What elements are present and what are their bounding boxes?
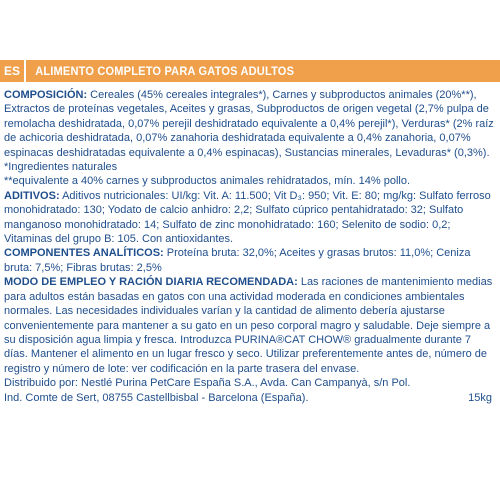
- usage-label: MODO DE EMPLEO Y RACIÓN DIARIA RECOMENDADA:: [4, 276, 298, 289]
- composition-text: Cereales (45% cereales integrales*), Carnes y subproductos animales (20%**), Extractos de proteínas vegetales, Aceites y grasas, Subproductos de origen vegetal (2,7% pulpa de remolacha deshidratada, 0,07% perejil deshidratado equivalente a 0,4% perejil*), Verduras* (2% raíz de achicoria deshidratada, 0,07% zanahoria deshidratada equivalente a 0,4% zanahoria, 0,07% espinacas deshidratadas equivalente a 0,4% espinacas), Sustancias minerales, Levaduras* (0,3%).: [4, 89, 494, 159]
- analytical-text: Proteína bruta: 32,0%; Aceites y grasas brutos: 11,0%; Ceniza bruta: 7,5%; Fibras brutas: 2,5%: [4, 247, 471, 274]
- composition-section: [4, 88, 496, 189]
- composition-note-equivalent: **equivalente a 40% carnes y subproductos animales rehidratados, mín. 14% pollo.: [4, 175, 411, 188]
- analytical-label: COMPONENTES ANALÍTICOS:: [4, 247, 164, 260]
- additives-section: [4, 189, 496, 247]
- additives-label: ADITIVOS:: [4, 189, 60, 202]
- footer: [4, 376, 496, 405]
- product-title: ALIMENTO COMPLETO PARA GATOS ADULTOS: [35, 64, 295, 78]
- language-code: ES: [0, 60, 26, 82]
- composition-note-natural: *Ingredientes naturales: [4, 161, 118, 174]
- product-banner: [0, 60, 500, 82]
- usage-text: Las raciones de mantenimiento medias para adultos están basadas en gatos con una actividad moderada en condiciones ambientales normales. Las necesidades individuales varían y la cantidad de alimento debería ajustarse convenientemente para mantener a su gato en un peso corporal magro y saludable. Deje siempre a su disposición agua limpia y fresca. Introduzca PURINA®CAT CHOW® gradualmente durante 7 días. Mantener el alimento en un lugar fresco y seco. Utilizar preferentemente antes de, número de registro y número de lote: ver codificación en la parte trasera del envase.: [4, 276, 493, 375]
- distributor-text: Distribuido por: Nestlé Purina PetCare España S.A., Avda. Can Campanyà, s/n Pol. Ind. Comte de Sert, 08755 Castellbisbal - Barcelona (España).: [4, 377, 411, 404]
- additives-text: Aditivos nutricionales: UI/kg: Vit. A: 11.500; Vit D₃: 950; Vit. E: 80; mg/kg: Sulfato ferroso monohidratado: 130; Yodato de calcio anhidro: 2,2; Sulfato cúprico pentahidratado: 32; Sulfato manganoso monohidratado: 14; Sulfato de zinc monohidratado: 160; Selenito de sodio: 0,2; Vitaminas del grupo B: 105. Con antioxidantes.: [4, 189, 491, 246]
- composition-label: COMPOSICIÓN:: [4, 89, 88, 101]
- analytical-section: [4, 246, 496, 275]
- label-content: [4, 88, 496, 405]
- usage-section: [4, 275, 496, 376]
- net-weight: 15kg: [468, 391, 492, 404]
